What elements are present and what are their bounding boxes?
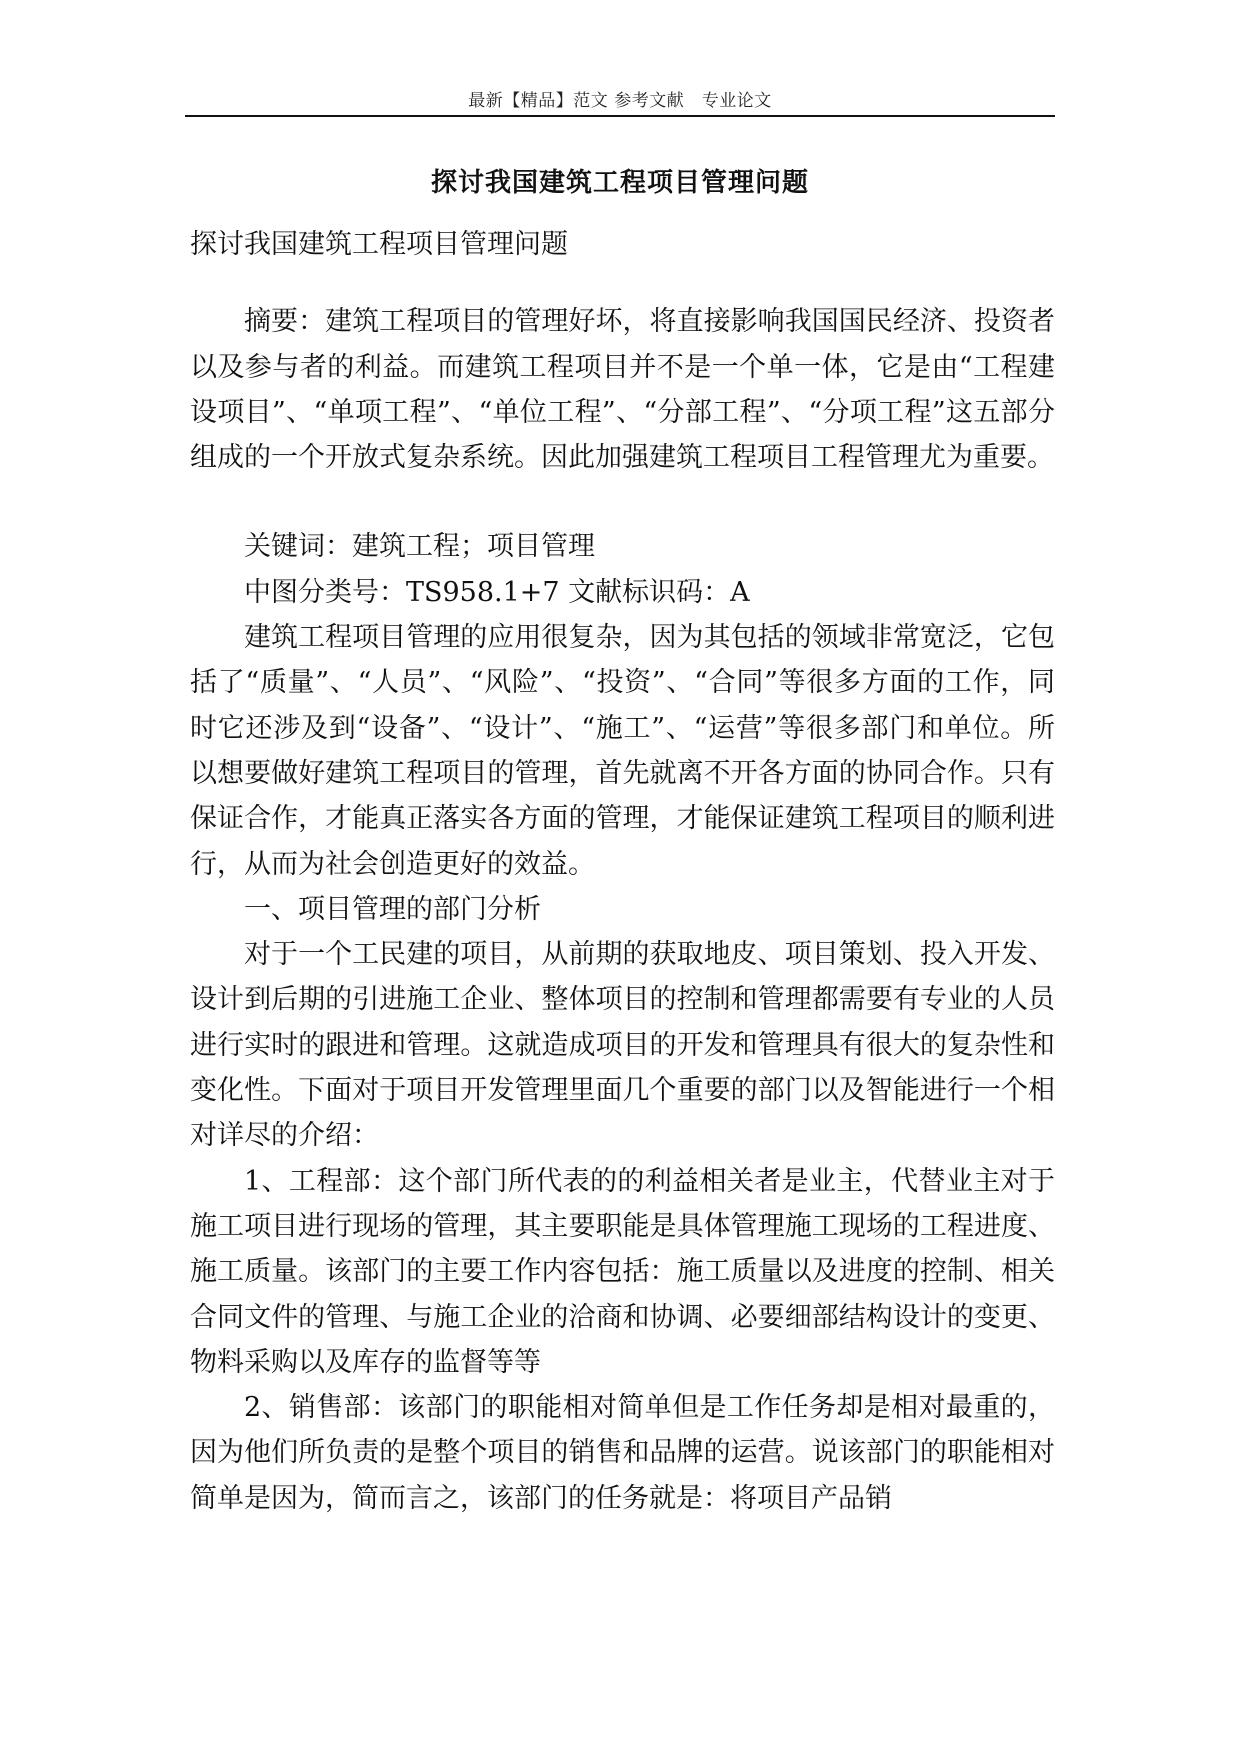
body-paragraph: 对于一个工民建的项目，从前期的获取地皮、项目策划、投入开发、设计到后期的引进施工企业、整体项目的控制和管理都需要有专业的人员进行实时的跟进和管理。这就造成项目的开发和管理具有很大的复杂性和变化性。下面对于项目开发管理里面几个重要的部门以及智能进行一个相对详尽的介绍：	[190, 939, 1055, 1152]
body-paragraph: 1、工程部：这个部门所代表的的利益相关者是业主，代替业主对于施工项目进行现场的管理，其主要职能是具体管理施工现场的工程进度、施工质量。该部门的主要工作内容包括：施工质量以及进度的控制、相关合同文件的管理、与施工企业的洽商和协调、必要细部结构设计的变更、物料采购以及库存的监督等等	[190, 1165, 1055, 1378]
classification-line: 中图分类号：TS958.1+7 文献标识码：A	[244, 576, 750, 608]
section-heading: 一、项目管理的部门分析	[244, 893, 541, 925]
abstract-paragraph: 摘要：建筑工程项目的管理好坏，将直接影响我国国民经济、投资者以及参与者的利益。而建筑工程项目并不是一个单一体，它是由“工程建设项目”、“单项工程”、“单位工程”、“分部工程”、“分项工程”这五部分组成的一个开放式复杂系统。因此加强建筑工程项目工程管理尤为重要。	[190, 306, 1055, 474]
body-paragraph: 建筑工程项目管理的应用很复杂，因为其包括的领域非常宽泛，它包括了“质量”、“人员”、“风险”、“投资”、“合同”等很多方面的工作，同时它还涉及到“设备”、“设计”、“施工”、“运营”等很多部门和单位。所以想要做好建筑工程项目的管理，首先就离不开各方面的协同合作。只有保证合作，才能真正落实各方面的管理，才能保证建筑工程项目的顺利进行，从而为社会创造更好的效益。	[190, 622, 1055, 880]
header-divider	[185, 115, 1055, 117]
document-title: 探讨我国建筑工程项目管理问题	[430, 168, 809, 198]
document-subtitle: 探讨我国建筑工程项目管理问题	[190, 229, 568, 260]
page-header: 最新【精品】范文 参考文献 专业论文	[468, 91, 772, 111]
keywords-line: 关键词：建筑工程；项目管理	[244, 531, 595, 563]
body-paragraph: 2、销售部：该部门的职能相对简单但是工作任务却是相对最重的，因为他们所负责的是整个项目的销售和品牌的运营。说该部门的职能相对简单是因为，简而言之，该部门的任务就是：将项目产品销	[190, 1392, 1055, 1514]
document-body	[190, 222, 1055, 1521]
